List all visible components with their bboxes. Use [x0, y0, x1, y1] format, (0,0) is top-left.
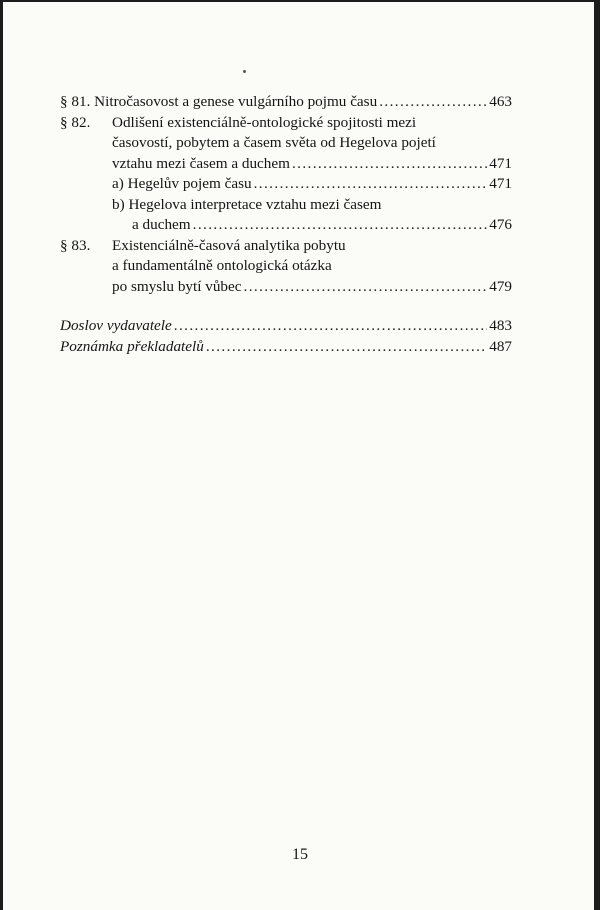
ink-speck: [243, 70, 246, 73]
toc-entry-82: [60, 113, 512, 236]
section-title-line-2: časovostí, pobytem a časem světa od Hegelova pojetí: [112, 134, 436, 151]
page-number: 479: [489, 277, 512, 295]
section-title-line-3: vztahu mezi časem a duchem: [112, 154, 290, 172]
section-title-line-1: Existenciálně-časová analytika pobytu: [112, 236, 346, 254]
toc-subentry-82b: [60, 215, 512, 236]
table-of-contents: [60, 92, 512, 357]
section-title: Nitročasovost a genese vulgárního pojmu času: [94, 93, 378, 110]
page-number: 463: [489, 93, 512, 110]
toc-entry-81: [60, 92, 512, 113]
section-title-line-3-row: [60, 277, 512, 298]
toc-entry-translators-note: [60, 337, 512, 358]
subentry-82b-line-1: b) Hegelova interpretace vztahu mezi časem: [112, 195, 382, 213]
subentry-label: a) Hegelův pojem času: [112, 175, 252, 192]
leader-dots: [254, 174, 488, 195]
section-number: § 81.: [60, 93, 91, 110]
page-edge-right: [594, 0, 600, 910]
leader-dots: [244, 277, 488, 298]
leader-dots: [292, 154, 487, 175]
leader-dots: [206, 337, 487, 358]
page-number: 483: [489, 317, 512, 334]
section-title-line-2: a fundamentálně ontologická otázka: [112, 257, 332, 274]
toc-subentry-82a: [60, 174, 512, 195]
spacer: [60, 297, 512, 316]
section-title-line-1: Odlišení existenciálně-ontologické spojitosti mezi: [112, 113, 417, 131]
leader-dots: [174, 316, 487, 337]
leader-dots: [193, 215, 488, 236]
page-number: 471: [489, 175, 512, 192]
section-title-line-3: po smyslu bytí vůbec: [112, 277, 242, 295]
toc-entry-81-title: [60, 92, 377, 113]
subentry-label-line-2: a duchem: [132, 216, 191, 233]
page-number: 471: [489, 154, 512, 172]
page-number: 487: [489, 337, 512, 355]
page-number: 476: [489, 216, 512, 233]
afterword-title: Doslov vydavatele: [60, 317, 172, 334]
page-edge-top: [0, 0, 600, 2]
page-folio: 15: [292, 846, 308, 863]
translators-note-title: Poznámka překladatelů: [60, 337, 204, 355]
section-number: § 83.: [60, 236, 91, 254]
section-title-line-3-row: [60, 154, 512, 175]
toc-entry-83: [60, 236, 512, 298]
section-number: § 82.: [60, 113, 91, 131]
leader-dots: [379, 92, 487, 113]
page-edge-left: [0, 0, 3, 910]
toc-entry-afterword: [60, 316, 512, 337]
